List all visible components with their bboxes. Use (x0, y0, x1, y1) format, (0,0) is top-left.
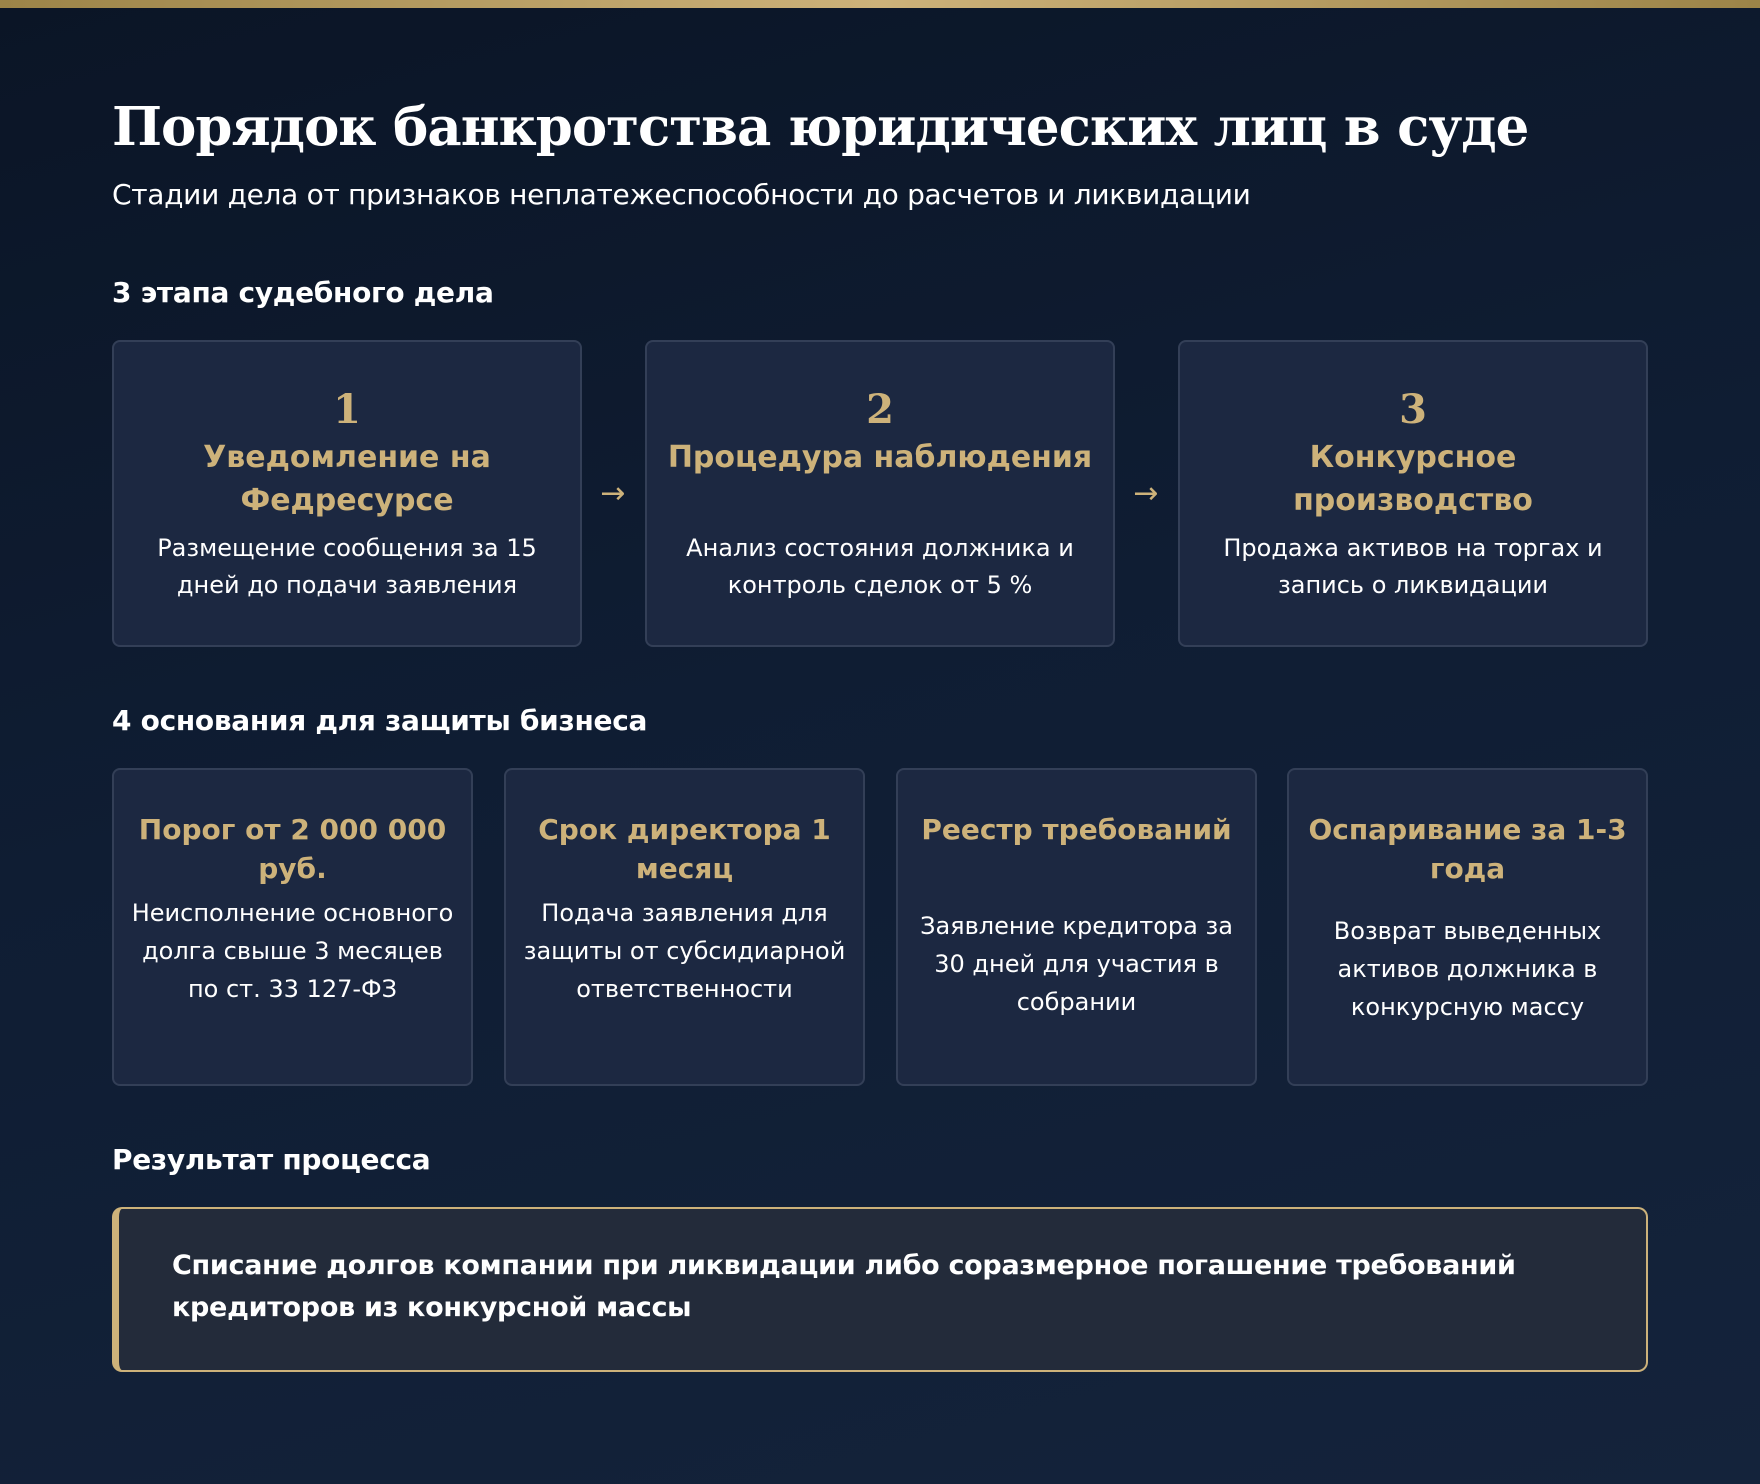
top-accent-bar (0, 0, 1760, 8)
stage-description: Анализ состояния должника и контроль сделок от 5 % (686, 534, 1074, 599)
page-title: Порядок банкротства юридических лиц в суде (112, 96, 1529, 158)
basis-card-3 (896, 768, 1257, 1086)
arrow-right-icon: → (600, 476, 626, 511)
stage-card-1 (112, 340, 582, 647)
basis-title: Порог от 2 000 000 руб. (138, 813, 447, 885)
result-callout (112, 1207, 1648, 1372)
stage-description: Продажа активов на торгах и запись о ликвидации (1223, 534, 1603, 599)
page-subtitle: Стадии дела от признаков неплатежеспособности до расчетов и ликвидации (112, 178, 1251, 211)
basis-description: Возврат выведенных активов должника в конкурсную массу (1333, 917, 1602, 1021)
basis-title: Срок директора 1 месяц (538, 813, 831, 885)
stages-section-label: 3 этапа судебного дела (112, 276, 494, 309)
basis-card-4 (1287, 768, 1648, 1086)
stage-number: 3 (1399, 386, 1427, 433)
stage-title: Уведомление на Федресурсе (203, 440, 491, 518)
basis-title: Оспаривание за 1-3 года (1308, 813, 1627, 885)
basis-description: Заявление кредитора за 30 дней для участия в собрании (920, 912, 1233, 1016)
stage-number: 1 (333, 386, 361, 433)
stage-title: Конкурсное производство (1293, 440, 1533, 518)
basis-description: Неисполнение основного долга свыше 3 месяцев по ст. 33 127-ФЗ (131, 899, 454, 1003)
basis-title: Реестр требований (921, 813, 1232, 846)
basis-card-2 (504, 768, 865, 1086)
bases-section-label: 4 основания для защиты бизнеса (112, 704, 648, 737)
basis-card-1 (112, 768, 473, 1086)
stage-number: 2 (866, 386, 894, 433)
basis-description: Подача заявления для защиты от субсидиарной ответственности (523, 899, 846, 1003)
stage-card-3 (1178, 340, 1648, 647)
result-section-label: Результат процесса (112, 1143, 431, 1176)
stage-title: Процедура наблюдения (667, 440, 1093, 475)
arrow-right-icon: → (1133, 476, 1159, 511)
stage-card-2 (645, 340, 1115, 647)
result-text: Списание долгов компании при ликвидации либо соразмерное погашение требований кредиторов из конкурсной массы (172, 1250, 1516, 1323)
stage-description: Размещение сообщения за 15 дней до подачи заявления (157, 534, 537, 599)
